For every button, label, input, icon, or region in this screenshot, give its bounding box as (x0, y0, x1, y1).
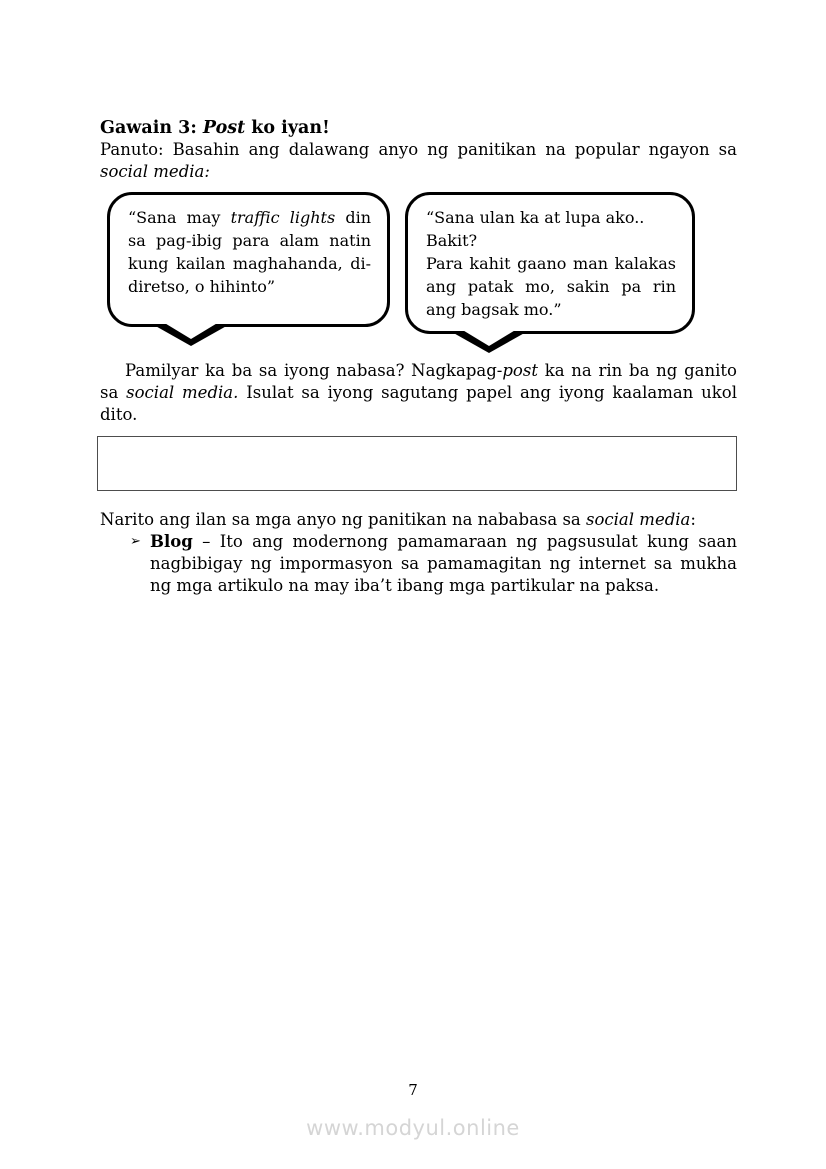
intro-text-1: Narito ang ilan sa mga anyo ng panitikan na nababasa sa (100, 510, 587, 529)
arrow-bullet-icon: ➢ (130, 534, 141, 549)
bubble-tail-fill (158, 319, 224, 339)
activity-title-suffix: ko iyan! (245, 118, 330, 138)
intro-text-2: : (690, 510, 696, 529)
list-item-blog-text (150, 531, 737, 597)
bubble-right-line-2: Bakit? (426, 231, 478, 250)
bubble-right-line-1: “Sana ulan ka at lupa ako.. (426, 208, 645, 227)
intro-line (100, 509, 737, 531)
list-item-blog (100, 531, 737, 597)
question-italic-2: social media. (126, 383, 239, 402)
bubble-right-line-3: Para kahit gaano man kalakas ang patak mo, sakin pa rin ang bagsak mo.” (426, 254, 676, 319)
bubble-left-text-1: “Sana may (128, 208, 231, 227)
page-content (100, 117, 737, 597)
question-text-2: ka na rin ba ng ganito sa (100, 361, 737, 402)
blog-term: Blog (150, 532, 193, 551)
activity-title-prefix: Gawain 3: (100, 118, 203, 138)
speech-bubble-left-text (128, 206, 371, 298)
instructions-text: Panuto: Basahin ang dalawang anyo ng panitikan na popular ngayon sa (100, 140, 737, 159)
question-text-3: Isulat sa iyong sagutang papel ang iyong kaalaman ukol dito. (100, 383, 737, 424)
answer-box (97, 436, 737, 491)
instructions-italic-text: social media: (100, 162, 210, 181)
instructions-paragraph (100, 139, 737, 183)
blog-description: – Ito ang modernong pamamaraan ng pagsusulat kung saan nagbibigay ng impormasyon sa pamamagitan ng internet sa mukha ng mga artikulo na may iba’t ibang mga partikular na paksa. (150, 532, 737, 595)
question-italic-1: post (502, 361, 538, 380)
bubble-left-italic-text: traffic lights (230, 208, 336, 227)
speech-bubble-right (405, 192, 695, 334)
intro-italic-text: social media (586, 510, 691, 529)
bubble-left-text-2: din sa pag-ibig para alam natin kung kailan maghahanda, di-diretso, o hihinto” (128, 208, 371, 296)
question-text-1: Pamilyar ka ba sa iyong nabasa? Nagkapag- (125, 361, 503, 380)
page-number: 7 (408, 1081, 418, 1099)
speech-bubbles (107, 192, 737, 334)
activity-title-italic-word: Post (202, 118, 246, 138)
question-paragraph (100, 360, 737, 426)
bubble-tail-fill (456, 326, 522, 346)
speech-bubble-left (107, 192, 390, 327)
activity-title (100, 117, 737, 139)
watermark: www.modyul.online (306, 1116, 520, 1140)
